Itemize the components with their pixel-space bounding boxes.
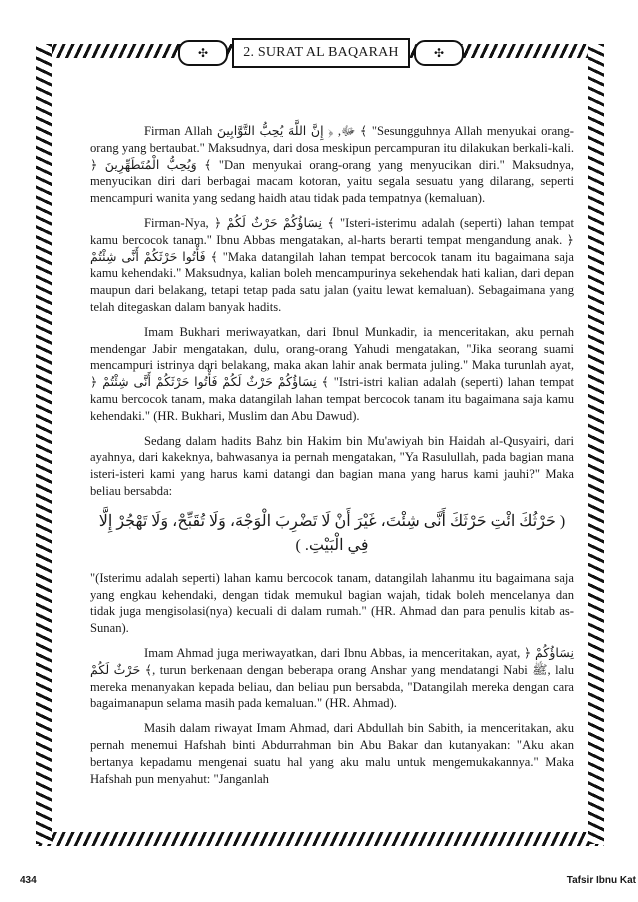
arabic-hadith-text: ( حَرْثُكَ ائْتِ حَرْثَكَ أَنَّى شِئْتَ، غَيْرَ أَنْ لَا تَضْرِبَ الْوَجْهَ، وَلَا تُقَبِّحْ، وَلَا تَهْجُرْ إِلَّا فِي الْبَيْتِ. )	[98, 512, 566, 554]
right-border-ornament	[588, 44, 604, 844]
left-border-ornament	[36, 44, 52, 844]
bottom-border-ornament	[36, 832, 604, 846]
book-title: Tafsir Ibnu Kat	[566, 875, 636, 886]
paragraph: "(Isterimu adalah seperti) lahan kamu bercocok tanam, datangilah lahanmu itu bagaimana saja yang engkau kehendaki, dengan tidak memukul bagian wajah, tidak boleh mencelanya dan tidak juga mengisolasi(nya) kecuali di dalam rumah." (HR. Ahmad dan para penulis kitab as-Sunan).	[90, 570, 574, 636]
paragraph: Firman-Nya, ﴿ نِسَاؤُكُمْ حَرْثٌ لَكُمْ ﴾ "Isteri-isterimu adalah (seperti) lahan tempat kamu bercocok tanam." Ibnu Abbas mengatakan, al-harts berarti tempat mengandung anak. ﴿ فَأْتُوا حَرْثَكُمْ أَنَّى شِئْتُمْ ﴾ "Maka datangilah lahan tempat bercocok tanam itu bagaimana saja kamu kehendaki." Maksudnya, kalian boleh mencampurinya sekehendak hati kalian, dari depan maupun dari belakang, tetapi tetap pada satu jalan (yaitu lewat kemaluan). Sebagaimana yang telah ditegaskan dalam banyak hadits.	[90, 215, 574, 314]
left-knot-ornament: ✣	[178, 40, 228, 66]
paragraph: Masih dalam riwayat Imam Ahmad, dari Abdullah bin Sabith, ia menceritakan, aku pernah menemui Hafshah binti Abdurrahman bin Abu Bakar dan kutanyakan: "Aku akan bertanya kepadamu mengenai suatu hal yang aku malu untuk mengemukakannya." Maka Hafshah pun menyahut: "Janganlah	[90, 721, 574, 786]
paragraph: Imam Bukhari meriwayatkan, dari Ibnul Munkadir, ia menceritakan, aku pernah mendengar Jabir mengatakan, dulu, orang-orang Yahudi mengatakan, "Jika seorang suami mencampuri istrinya dari belakang, maka akan lahir anak bermata juling." Maka turunlah ayat, ﴿ نِسَاؤُكُمْ حَرْثٌ لَكُمْ فَأْتُوا حَرْثَكُمْ أَنَّى شِئْتُمْ ﴾ "Istri-istri kalian adalah (seperti) lahan tempat kamu bercocok tanam, maka datangilah lahan tempat bercocok tanam itu bagaimana saja kamu kehendaki." (HR. Bukhari, Muslim dan Abu Dawud).	[90, 324, 575, 423]
paragraph: Firman Allah ﷻ, ﴿ إِنَّ اللَّهَ يُحِبُّ التَّوَّابِينَ ﴾ "Sesungguhnya Allah menyukai orang-orang yang bertaubat." Maksudnya, dari dosa meskipun percampuran itu dilakukan berkali-kali. ﴿ وَيُحِبُّ الْمُتَطَهِّرِينَ ﴾ "Dan menyukai orang-orang yang menyucikan diri." Maksudnya, menyucikan diri dari berbagai macam kotoran, yaitu segala sesuatu yang dilarang, seperti mencampuri wanita yang sedang haidh atau tidak pada tempatnya (kemaluan).	[90, 124, 574, 206]
chapter-title: 2. SURAT AL BAQARAH	[243, 45, 399, 60]
page-body	[90, 123, 574, 795]
paragraph: Sedang dalam hadits Bahz bin Hakim bin Mu'awiyah bin Haidah al-Qusyairi, dari ayahnya, dari kakeknya, bahwasanya ia pernah mengatakan, "Ya Rasulullah, pada bagian mana isteri-isteri kami yang harus kami datangi dan bagian mana yang harus kami jauhi?" Maka beliau bersabda:	[90, 433, 574, 498]
right-knot-ornament: ✣	[414, 40, 464, 66]
page-number: 434	[20, 875, 37, 886]
chapter-header	[232, 38, 410, 68]
paragraph: Imam Ahmad juga meriwayatkan, dari Ibnu Abbas, ia menceritakan, ayat, ﴿ نِسَاؤُكُمْ حَرْثٌ لَكُمْ ﴾, turun berkenaan dengan beberapa orang Anshar yang mendatangi Nabi ﷺ, lalu mereka menanyakan kepada beliau, dan beliau pun bersabda, "Datangilah mereka dengan cara bagaimanapun selama masih pada kemaluan." (HR. Ahmad).	[90, 645, 574, 711]
